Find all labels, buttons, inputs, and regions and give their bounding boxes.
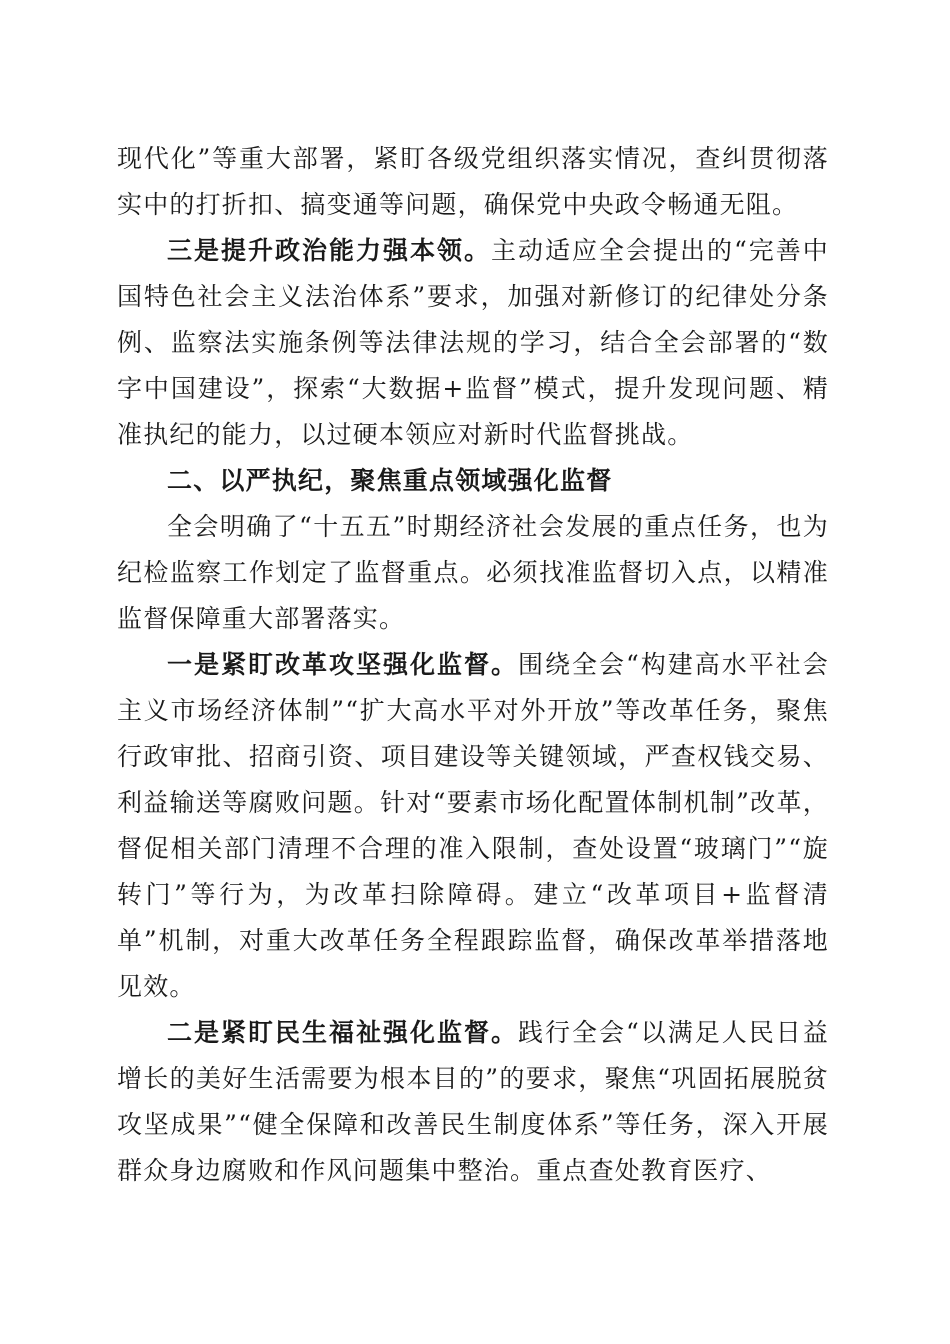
paragraph-body: 践行全会“以满足人民日益增长的美好生活需要为根本目的”的要求，聚焦“巩固拓展脱贫攻坚成果”“健全保障和改善民生制度体系”等任务，深入开展群众身边腐败和作风问题集中整治。重点查处教育医疗、 xyxy=(117,1018,829,1185)
paragraph-lead: 一是紧盯改革攻坚强化监督。 xyxy=(167,650,519,679)
paragraph-body: 现代化”等重大部署，紧盯各级党组织落实情况，查纠贯彻落实中的打折扣、搞变通等问题，确保党中央政令畅通无阻。 xyxy=(117,144,829,219)
document-body xyxy=(117,136,829,1194)
paragraph-political-ability xyxy=(117,228,829,458)
paragraph-section-intro xyxy=(117,504,829,642)
paragraph-lead: 二是紧盯民生福祉强化监督。 xyxy=(167,1018,519,1047)
paragraph-continuation xyxy=(117,136,829,228)
section-heading: 二、以严执纪，聚焦重点领域强化监督 xyxy=(167,466,613,495)
paragraph-lead: 三是提升政治能力强本领。 xyxy=(167,236,492,265)
paragraph-body: 围绕全会“构建高水平社会主义市场经济体制”“扩大高水平对外开放”等改革任务，聚焦行政审批、招商引资、项目建设等关键领域，严查权钱交易、利益输送等腐败问题。针对“要素市场化配置体制机制”改革，督促相关部门清理不合理的准入限制，查处设置“玻璃门”“旋转门”等行为，为改革扫除障碍。建立“改革项目+监督清单”机制，对重大改革任务全程跟踪监督，确保改革举措落地见效。 xyxy=(117,650,829,1001)
paragraph-reform-supervision xyxy=(117,642,829,1010)
paragraph-livelihood-supervision xyxy=(117,1010,829,1194)
paragraph-body: 主动适应全会提出的“完善中国特色社会主义法治体系”要求，加强对新修订的纪律处分条例、监察法实施条例等法律法规的学习，结合全会部署的“数字中国建设”，探索“大数据+监督”模式，提升发现问题、精准执纪的能力，以过硬本领应对新时代监督挑战。 xyxy=(117,236,829,449)
paragraph-body: 全会明确了“十五五”时期经济社会发展的重点任务，也为纪检监察工作划定了监督重点。必须找准监督切入点，以精准监督保障重大部署落实。 xyxy=(117,512,829,633)
